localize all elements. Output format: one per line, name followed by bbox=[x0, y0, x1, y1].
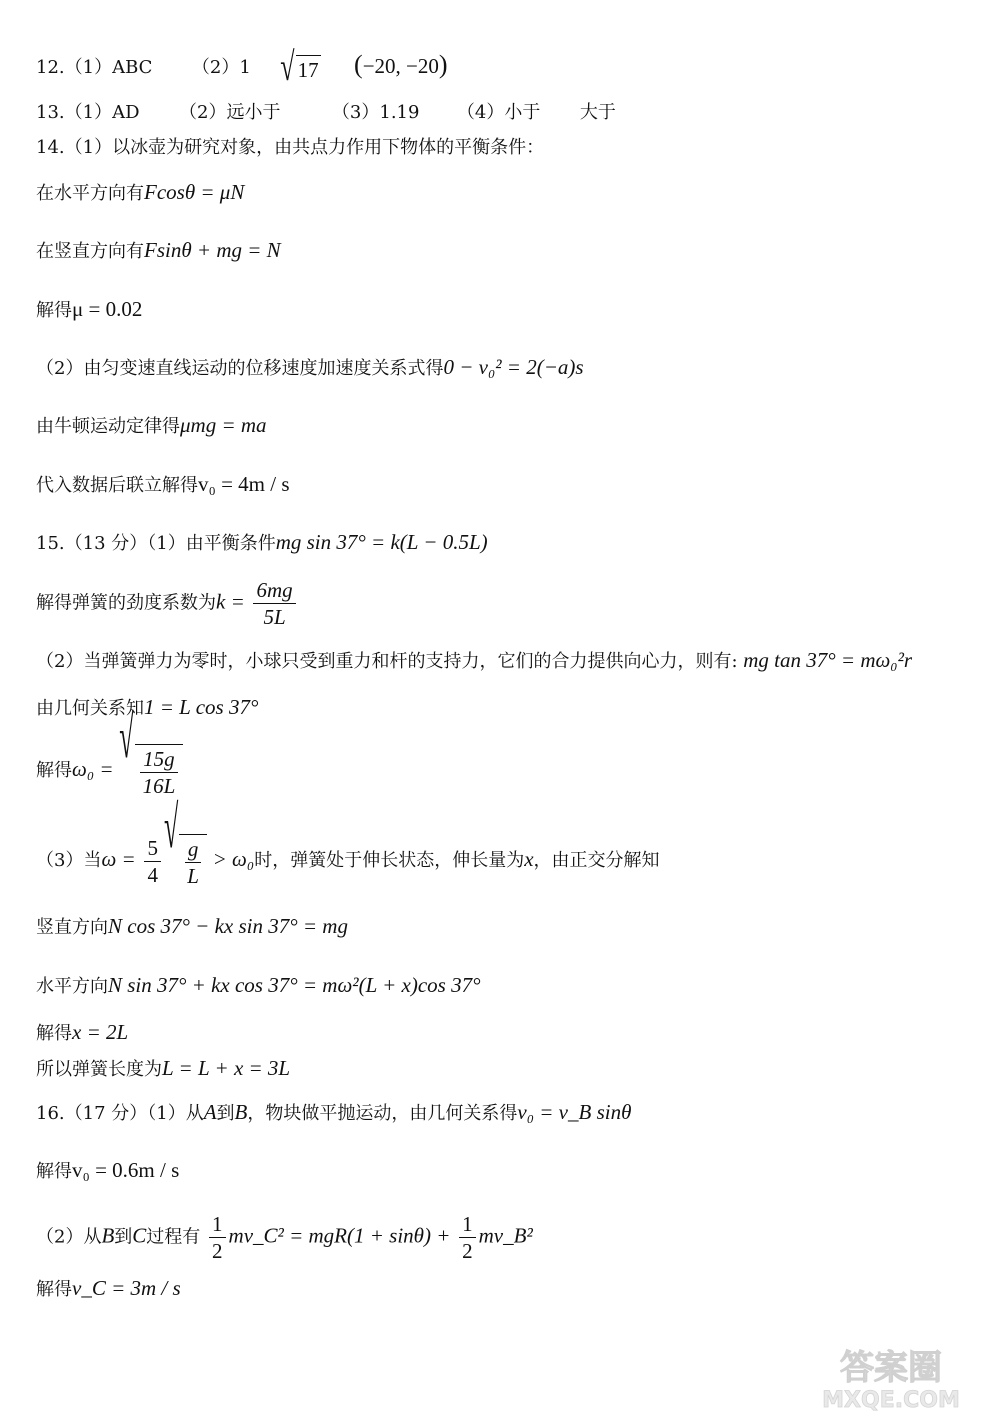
q15-part3-tail: 时，弹簧处于伸长状态，伸长量为 bbox=[254, 850, 525, 871]
q16-part2-b: B bbox=[101, 1223, 115, 1248]
q15-k-variable: k = bbox=[216, 589, 245, 614]
q12-part1: （1）ABC bbox=[64, 57, 153, 78]
q16-half-fraction-1 bbox=[209, 1212, 226, 1263]
q14-part2-equation: 0 − v₀² = 2(−a)s bbox=[443, 355, 584, 379]
q14-vertical-label: 在竖直方向有 bbox=[36, 241, 144, 262]
q15-intro bbox=[36, 530, 488, 556]
q15-part2-equation: mg tan 37° = mω₀²r bbox=[743, 648, 913, 672]
q15-part3-omega: ω = bbox=[101, 847, 136, 871]
q15-part3-tail2: ，由正交分解知 bbox=[533, 850, 660, 871]
q13-number: 13. bbox=[36, 102, 65, 123]
q12-pair-value: −20, −20 bbox=[362, 54, 439, 78]
watermark-logo-chars: 答案圈 bbox=[840, 1348, 942, 1388]
q16-half-den-2: 2 bbox=[462, 1239, 473, 1263]
q16-half-num-1: 1 bbox=[209, 1212, 226, 1238]
q12-sqrt-value: 17 bbox=[296, 55, 321, 82]
q15-k-label: 解得弹簧的劲度系数为 bbox=[36, 592, 216, 614]
q15-horizontal-equation: N sin 37° + kx cos 37° = mω²(L + x)cos 37° bbox=[108, 973, 481, 997]
q16-vc-equation: v_C = 3m / s bbox=[72, 1276, 181, 1300]
q16-part2-equation-b: mv_B² bbox=[478, 1223, 533, 1248]
q14-horizontal-label: 在水平方向有 bbox=[36, 183, 144, 204]
q14-newton-label: 由牛顿运动定律得 bbox=[36, 416, 180, 437]
q15-part3-label: （3）当 bbox=[36, 850, 102, 871]
q15-length-equation: L = L + x = 3L bbox=[162, 1056, 291, 1080]
q15-k bbox=[36, 578, 299, 629]
q12-sqrt: √ 17 bbox=[280, 43, 319, 89]
q13-part4: （4）小于 bbox=[456, 102, 541, 123]
q16-point-b: B bbox=[234, 1100, 248, 1124]
q14-part2-label: （2）由匀变速直线运动的位移速度加速度关系式得 bbox=[36, 358, 444, 379]
q15-part3-compare: > ω₀ bbox=[212, 847, 255, 871]
q15-k-denominator: 5L bbox=[263, 605, 286, 629]
q15-x-equation: x = 2L bbox=[72, 1020, 129, 1044]
q16-part2-to: 到 bbox=[114, 1226, 133, 1248]
q16-intro bbox=[36, 1100, 631, 1126]
q16-vc-label: 解得 bbox=[36, 1279, 72, 1300]
q16-equation1: v₀ = v_B sinθ bbox=[517, 1100, 632, 1124]
q16-part2-equation-a: mv_C² = mgR(1 + sinθ) + bbox=[228, 1223, 451, 1248]
q16-v0-equation: v₀ = 0.6m / s bbox=[72, 1158, 180, 1182]
q16-v0 bbox=[36, 1158, 179, 1184]
q12-pair: (−20, −20) bbox=[354, 50, 448, 79]
q16-half-fraction-2 bbox=[459, 1212, 476, 1263]
q15-horizontal bbox=[36, 973, 481, 999]
q14-vertical bbox=[36, 238, 281, 264]
q12-line bbox=[36, 43, 448, 89]
q13-part5: 大于 bbox=[579, 102, 616, 123]
q15-length-label: 所以弹簧长度为 bbox=[36, 1059, 162, 1080]
q15-vertical-equation: N cos 37° − kx sin 37° = mg bbox=[108, 914, 348, 938]
q15-geometry bbox=[36, 695, 258, 721]
q12-part2: （2）1 bbox=[191, 57, 251, 78]
q16-v0-label: 解得 bbox=[36, 1161, 72, 1182]
q16-vc bbox=[36, 1276, 181, 1302]
q14-horizontal-equation: Fcosθ = μN bbox=[144, 180, 245, 204]
q16-intro-text: 16.（17 分）（1）从 bbox=[36, 1103, 204, 1124]
q16-point-a: A bbox=[203, 1100, 217, 1124]
q16-to: 到 bbox=[216, 1103, 235, 1124]
q14-horizontal bbox=[36, 180, 244, 206]
q13-part2: （2）远小于 bbox=[179, 102, 281, 123]
q15-part3-frac-den: 4 bbox=[147, 862, 158, 887]
q14-solution-equation: μ = 0.02 bbox=[72, 297, 143, 321]
q14-final-equation: v₀ = 4m / s bbox=[198, 472, 290, 496]
q16-part2-mid: 过程有 bbox=[146, 1226, 201, 1248]
q13-part3: （3）1.19 bbox=[331, 102, 420, 123]
q15-k-fraction bbox=[253, 578, 295, 629]
q16-intro-text2: ，物块做平抛运动，由几何关系得 bbox=[247, 1103, 518, 1124]
q15-x-label: 解得 bbox=[36, 1023, 72, 1044]
q15-horizontal-label: 水平方向 bbox=[36, 976, 108, 997]
watermark-text: MXQE.COM bbox=[822, 1388, 960, 1413]
q15-x bbox=[36, 1020, 128, 1046]
q15-part3 bbox=[36, 794, 660, 888]
q15-vertical bbox=[36, 914, 348, 940]
q15-part3-frac-num: 5 bbox=[144, 836, 161, 862]
q14-final bbox=[36, 472, 290, 498]
q16-part2 bbox=[36, 1212, 533, 1263]
q15-part3-sqrt-num: g bbox=[185, 837, 202, 863]
q15-omega0-numerator: 15g bbox=[140, 747, 178, 773]
q15-part3-x: x bbox=[524, 847, 534, 871]
q15-part2 bbox=[36, 648, 912, 674]
q14-part2 bbox=[36, 355, 584, 381]
watermark-logo-icon bbox=[796, 1347, 986, 1413]
q14-intro: 14.（1）以冰壶为研究对象，由共点力作用下物体的平衡条件： bbox=[36, 137, 545, 158]
q13-line bbox=[36, 101, 616, 125]
q15-vertical-label: 竖直方向 bbox=[36, 917, 108, 938]
q15-geometry-equation: 1 = L cos 37° bbox=[144, 695, 259, 719]
q16-half-num-2: 1 bbox=[459, 1212, 476, 1238]
q15-equation1: mg sin 37° = k(L − 0.5L) bbox=[275, 530, 488, 554]
q15-omega0-denominator: 16L bbox=[142, 774, 176, 798]
q15-omega0-variable: ω₀ = bbox=[72, 757, 114, 781]
q15-part3-fraction bbox=[144, 836, 161, 887]
q14-solution-label: 解得 bbox=[36, 300, 72, 321]
q15-k-numerator: 6mg bbox=[253, 578, 295, 604]
q16-part2-label: （2）从 bbox=[36, 1226, 102, 1248]
q15-omega0-label: 解得 bbox=[36, 760, 72, 781]
q15-part3-sqrt: √ $\frac{g}{L}$ bbox=[164, 834, 207, 888]
q16-part2-c: C bbox=[132, 1223, 147, 1248]
q14-newton bbox=[36, 413, 267, 439]
q13-part1: （1）AD bbox=[64, 102, 140, 123]
q15-part3-sqrt-den: L bbox=[187, 864, 199, 888]
q15-intro-text: 15.（13 分）（1）由平衡条件 bbox=[36, 533, 276, 554]
q14-vertical-equation: Fsinθ + mg = N bbox=[144, 238, 281, 262]
q15-omega0-sqrt: √ $\frac{15g}{16L}$ bbox=[119, 744, 183, 798]
q14-newton-equation: μmg = ma bbox=[180, 413, 267, 437]
q15-part2-text: （2）当弹簧弹力为零时，小球只受到重力和杆的支持力，它们的合力提供向心力，则有: bbox=[36, 651, 738, 672]
q15-geometry-label: 由几何关系知 bbox=[36, 698, 144, 719]
q12-number: 12. bbox=[36, 57, 65, 78]
watermark-logo bbox=[796, 1347, 986, 1413]
q16-half-den-1: 2 bbox=[212, 1239, 223, 1263]
q14-final-label: 代入数据后联立解得 bbox=[36, 475, 198, 496]
q15-length bbox=[36, 1056, 290, 1082]
q14-solution bbox=[36, 297, 142, 323]
